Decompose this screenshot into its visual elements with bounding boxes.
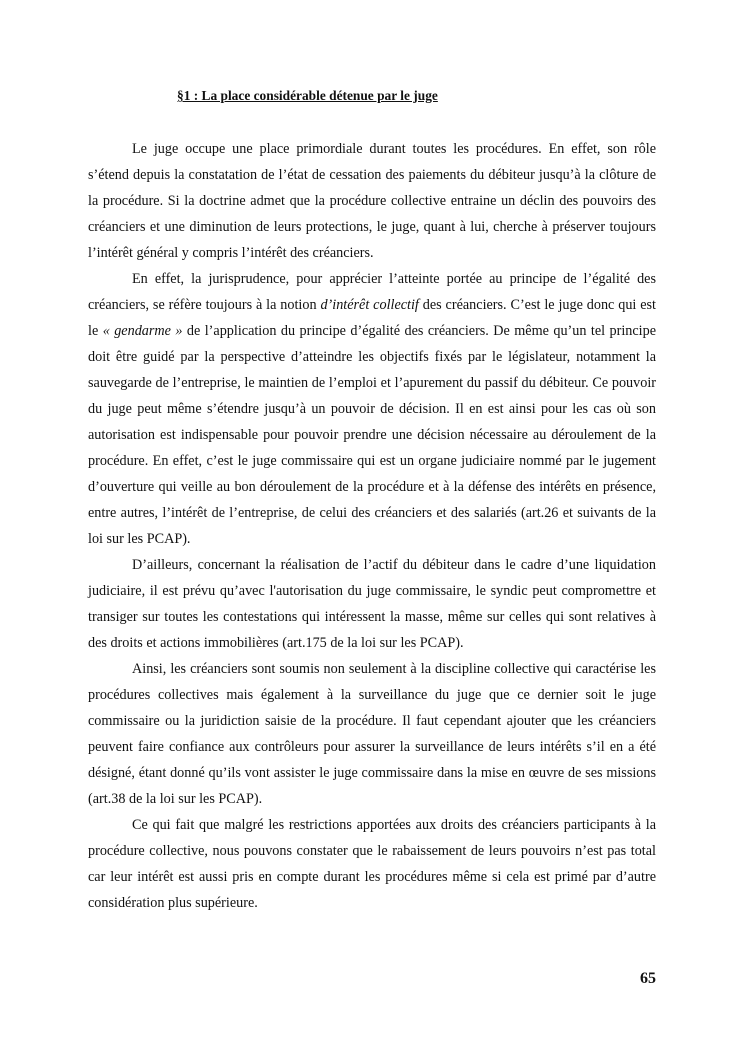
paragraph-4: Ainsi, les créanciers sont soumis non seulement à la discipline collective qui caractérise les procédures collectives mais également à la surveillance du juge que ce dernier soit le juge commissaire ou la juridiction saisie de la procédure. Il faut cependant ajouter que les créanciers peuvent faire confiance aux contrôleurs pour assurer la surveillance de leurs intérêts s’il en a été désigné, étant donné qu’ils vont assister le juge commissaire dans la mise en œuvre de ses missions (art.38 de la loi sur les PCAP).: [88, 661, 656, 807]
paragraph-2-italic-gendarme: « gendarme »: [102, 323, 183, 339]
paragraph-2: [88, 266, 656, 552]
section-heading: §1 : La place considérable détenue par le juge: [177, 88, 438, 103]
paragraph-2-part-a: En effet, la jurisprudence, pour apprécier l’atteinte portée au principe de l’égalité des créanciers, se réfère toujours à la notion: [88, 271, 656, 313]
paragraph-2-part-e: de l’application du principe d’égalité des créanciers. De même qu’un tel principe doit être guidé par la perspective d’atteindre les objectifs fixés par le législateur, notamment la sauvegarde de l’entreprise, le maintien de l’emploi et l’apurement du passif du débiteur. Ce pouvoir du juge peut même s’étendre jusqu’à un pouvoir de décision. Il en est ainsi pour les cas où son autorisation est indispensable pour pouvoir prendre une décision nécessaire au déroulement de la procédure. En effet, c’est le juge commissaire qui est un organe judiciaire nommé par le jugement d’ouverture qui veille au bon déroulement de la procédure et à la défense des intérêts en présence, entre autres, l’intérêt de l’entreprise, de celui des créanciers et des salariés (art.26 et suivants de la loi sur les PCAP).: [88, 323, 656, 547]
paragraph-2-italic-interet-collectif: d’intérêt collectif: [320, 297, 419, 313]
body-text: [88, 136, 656, 916]
paragraph-5: Ce qui fait que malgré les restrictions apportées aux droits des créanciers participants à la procédure collective, nous pouvons constater que le rabaissement de leurs pouvoirs n’est pas total car leur intérêt est aussi pris en compte durant les procédures même si cela est primé par d’autre considération plus supérieure.: [88, 817, 656, 911]
page-number: 65: [640, 970, 656, 987]
paragraph-1: Le juge occupe une place primordiale durant toutes les procédures. En effet, son rôle s’étend depuis la constatation de l’état de cessation des paiements du débiteur jusqu’à la clôture de la procédure. Si la doctrine admet que la procédure collective entraine un déclin des pouvoirs des créanciers et une diminution de leurs protections, le juge, quant à lui, cherche à préserver toujours l’intérêt général y compris l’intérêt des créanciers.: [88, 141, 656, 261]
paragraph-2-part-c: des créanciers. C’est le juge donc qui est le: [88, 297, 656, 339]
paragraph-3: D’ailleurs, concernant la réalisation de l’actif du débiteur dans le cadre d’une liquidation judiciaire, il est prévu qu’avec l'autorisation du juge commissaire, le syndic peut compromettre et transiger sur toutes les contestations qui intéressent la masse, même sur celles qui sont relatives à des droits et actions immobilières (art.175 de la loi sur les PCAP).: [88, 557, 656, 651]
